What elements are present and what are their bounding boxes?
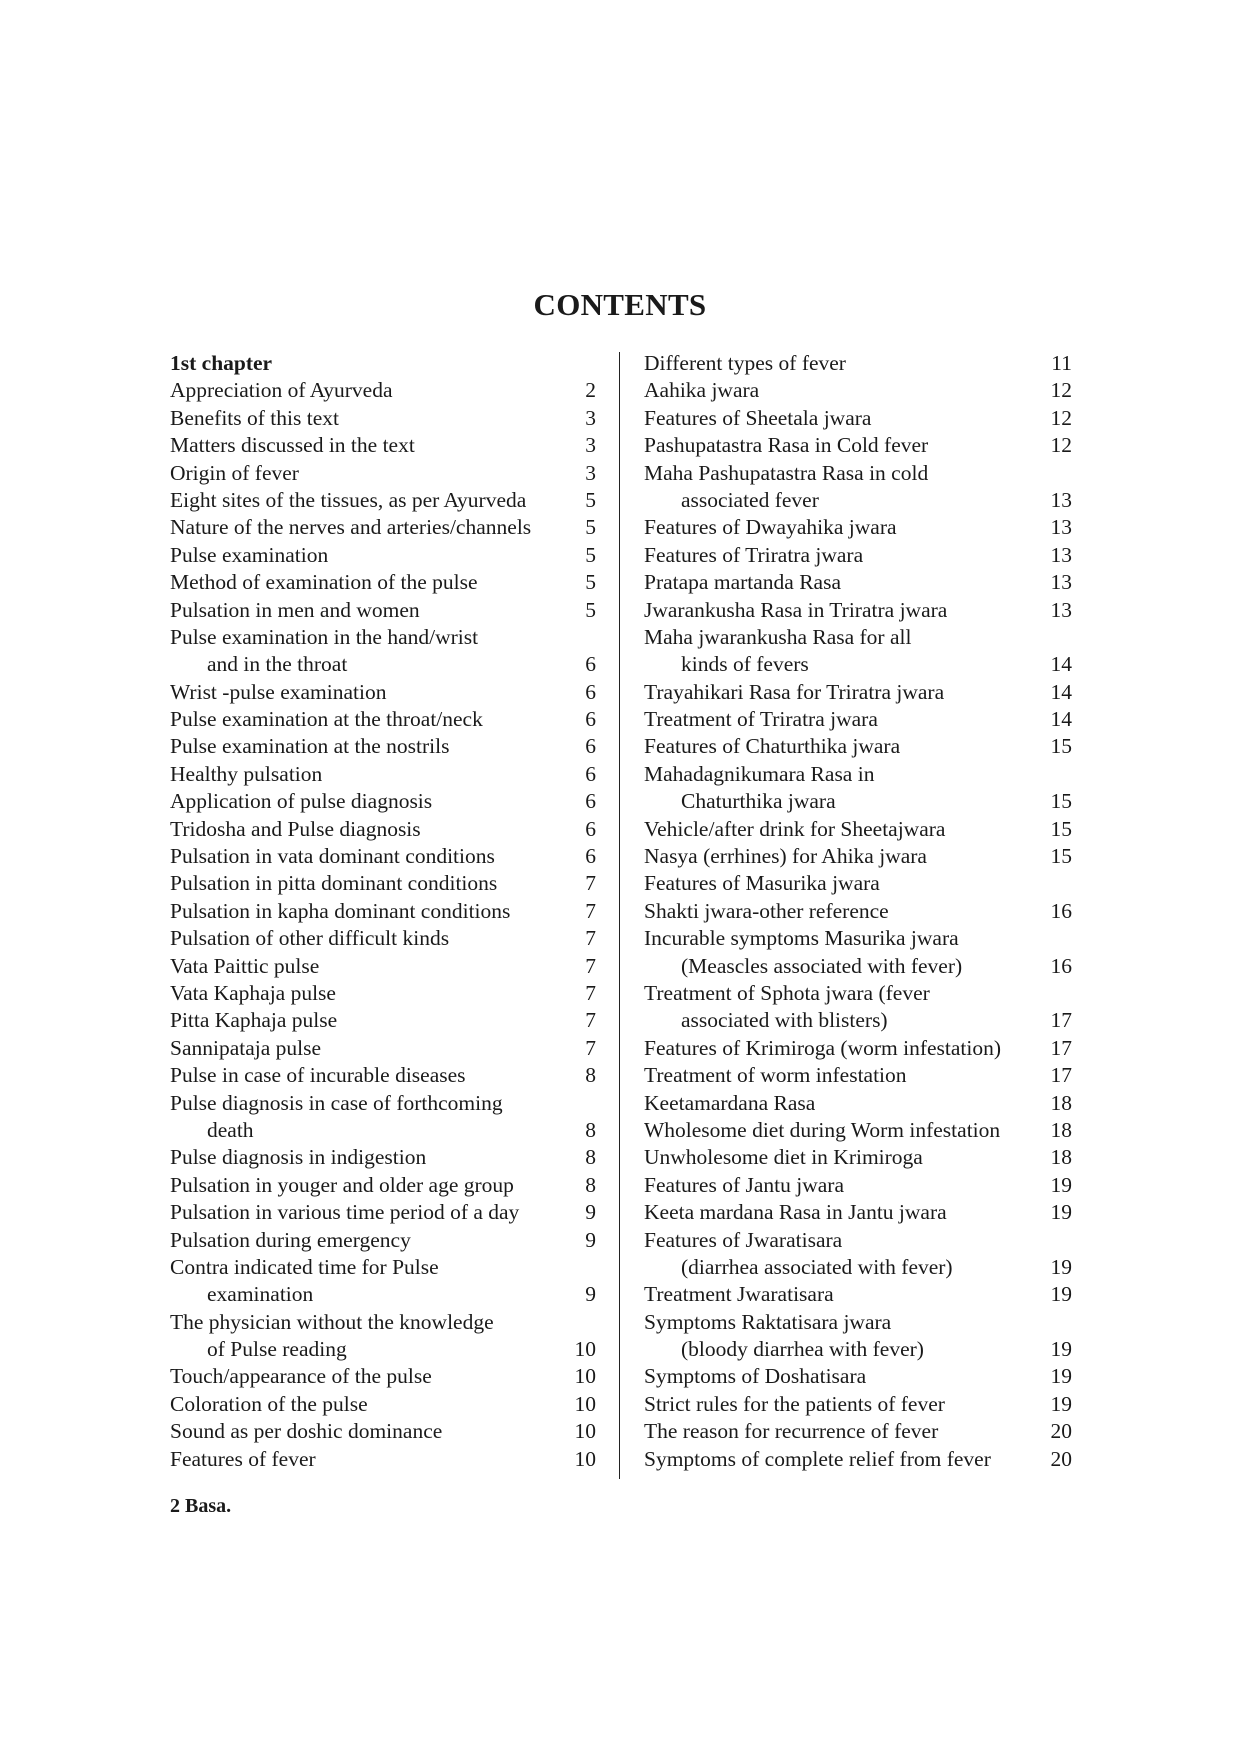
toc-entry-title: The reason for recurrence of fever (644, 1419, 939, 1444)
toc-entry-title: Pitta Kaphaja pulse (170, 1008, 338, 1033)
toc-right-column (644, 350, 1072, 1473)
toc-entry (644, 925, 1072, 952)
toc-entry (170, 761, 596, 788)
toc-entry-title: Pulsation in vata dominant conditions (170, 844, 495, 869)
toc-entry-title: Shakti jwara-other reference (644, 898, 889, 923)
toc-entry (170, 1418, 596, 1445)
toc-entry (644, 1281, 1072, 1308)
toc-entry-title: Eight sites of the tissues, as per Ayurveda (170, 487, 527, 512)
toc-entry (170, 460, 596, 487)
toc-entry-title: Maha jwarankusha Rasa for all (644, 624, 912, 649)
toc-entry (170, 1336, 596, 1363)
toc-entry (170, 1144, 596, 1171)
toc-entry (170, 1309, 596, 1336)
toc-entry (170, 1446, 596, 1473)
toc-entry (170, 542, 596, 569)
toc-entry (644, 1309, 1072, 1336)
toc-entry (644, 1391, 1072, 1418)
toc-entry-page: 7 (585, 926, 596, 951)
toc-entry-page: 13 (1050, 597, 1072, 622)
toc-entry (170, 624, 596, 651)
toc-entry-title: examination (207, 1282, 314, 1307)
toc-left-column (170, 350, 596, 1473)
toc-entry-page: 6 (585, 707, 596, 732)
toc-entry-page: 19 (1050, 1200, 1072, 1225)
toc-entry (644, 405, 1072, 432)
toc-entry (644, 1035, 1072, 1062)
toc-entry-page: 15 (1050, 734, 1072, 759)
toc-entry-title: Incurable symptoms Masurika jwara (644, 926, 959, 951)
toc-entry-title: Pulsation in kapha dominant conditions (170, 898, 511, 923)
toc-entry (170, 1172, 596, 1199)
toc-entry-title: Pulse diagnosis in case of forthcoming (170, 1090, 503, 1115)
toc-entry-title: Benefits of this text (170, 405, 339, 430)
toc-entry (644, 514, 1072, 541)
toc-entry-title: Features of Dwayahika jwara (644, 515, 897, 540)
toc-entry-title: Features of Chaturthika jwara (644, 734, 901, 759)
toc-entry-page: 17 (1050, 1063, 1072, 1088)
toc-entry-title: Origin of fever (170, 460, 299, 485)
toc-entry (644, 788, 1072, 815)
toc-entry-title: Sannipataja pulse (170, 1035, 322, 1060)
toc-entry-page: 5 (585, 570, 596, 595)
toc-entry-title: Trayahikari Rasa for Triratra jwara (644, 679, 945, 704)
toc-entry-page: 13 (1050, 515, 1072, 540)
toc-entry-title: Pulse in case of incurable diseases (170, 1063, 466, 1088)
toc-entry-page: 20 (1050, 1446, 1072, 1471)
toc-entry-title: of Pulse reading (207, 1337, 347, 1362)
toc-entry-page: 19 (1050, 1282, 1072, 1307)
toc-entry-page: 14 (1050, 707, 1072, 732)
toc-entry-page: 5 (585, 542, 596, 567)
toc-entry (644, 1172, 1072, 1199)
toc-entry-title: Pulsation of other difficult kinds (170, 926, 450, 951)
toc-entry (644, 843, 1072, 870)
toc-entry-page: 17 (1050, 1035, 1072, 1060)
toc-entry-title: Sound as per doshic dominance (170, 1419, 443, 1444)
toc-entry-title: associated fever (681, 487, 819, 512)
toc-entry-title: 1st chapter (170, 351, 273, 375)
toc-entry (644, 706, 1072, 733)
toc-entry-title: Pulse examination (170, 542, 329, 567)
toc-entry-page: 7 (585, 953, 596, 978)
toc-entry-page: 19 (1050, 1391, 1072, 1416)
toc-entry-page: 13 (1050, 570, 1072, 595)
toc-entry (644, 980, 1072, 1007)
toc-entry (170, 816, 596, 843)
toc-entry-title: Symptoms Raktatisara jwara (644, 1309, 892, 1334)
toc-entry-title: Pulsation in pitta dominant conditions (170, 871, 498, 896)
toc-entry (644, 679, 1072, 706)
toc-entry-title: and in the throat (207, 652, 348, 677)
toc-entry-page: 6 (585, 734, 596, 759)
toc-entry (644, 1254, 1072, 1281)
toc-entry-page: 14 (1050, 652, 1072, 677)
toc-entry-title: Unwholesome diet in Krimiroga (644, 1145, 923, 1170)
toc-entry (644, 377, 1072, 404)
toc-entry (644, 1007, 1072, 1034)
toc-entry-title: Wholesome diet during Worm infestation (644, 1117, 1001, 1142)
toc-entry-title: Pulse examination at the throat/neck (170, 707, 483, 732)
toc-entry (644, 487, 1072, 514)
toc-entry-title: Method of examination of the pulse (170, 570, 478, 595)
toc-entry (170, 733, 596, 760)
toc-entry (644, 1144, 1072, 1171)
toc-entry (170, 1035, 596, 1062)
toc-entry (644, 651, 1072, 678)
toc-entry-page: 10 (574, 1419, 596, 1444)
toc-entry-page: 15 (1050, 816, 1072, 841)
toc-chapter-heading (170, 350, 596, 377)
toc-entry-title: Chaturthika jwara (681, 789, 836, 814)
toc-entry-page: 8 (585, 1172, 596, 1197)
toc-entry-title: (diarrhea associated with fever) (681, 1254, 953, 1279)
toc-entry-page: 6 (585, 761, 596, 786)
toc-entry-title: Vehicle/after drink for Sheetajwara (644, 816, 946, 841)
toc-entry (644, 953, 1072, 980)
toc-entry (170, 1254, 596, 1281)
toc-entry (644, 761, 1072, 788)
toc-entry-title: Nasya (errhines) for Ahika jwara (644, 844, 927, 869)
toc-entry-page: 9 (585, 1200, 596, 1225)
toc-entry-title: Wrist -pulse examination (170, 679, 387, 704)
toc-entry-title: Keeta mardana Rasa in Jantu jwara (644, 1200, 947, 1225)
toc-entry (644, 460, 1072, 487)
toc-entry (170, 1281, 596, 1308)
toc-entry (170, 1117, 596, 1144)
toc-entry-page: 14 (1050, 679, 1072, 704)
toc-entry-page: 5 (585, 597, 596, 622)
toc-entry-page: 15 (1050, 789, 1072, 814)
footer-note: 2 Basa. (170, 1495, 232, 1517)
column-divider (619, 352, 620, 1479)
toc-entry-title: Mahadagnikumara Rasa in (644, 761, 875, 786)
toc-entry-page: 7 (585, 1035, 596, 1060)
toc-entry-title: Vata Kaphaja pulse (170, 980, 336, 1005)
toc-entry-title: Symptoms of Doshatisara (644, 1364, 867, 1389)
toc-entry-page: 19 (1050, 1337, 1072, 1362)
toc-entry-page: 18 (1050, 1117, 1072, 1142)
toc-entry (644, 1418, 1072, 1445)
toc-entry-page: 5 (585, 515, 596, 540)
toc-entry-title: Pulse examination in the hand/wrist (170, 624, 479, 649)
toc-entry-page: 8 (585, 1063, 596, 1088)
toc-entry (644, 1363, 1072, 1390)
toc-entry-page: 3 (585, 460, 596, 485)
toc-entry (170, 925, 596, 952)
toc-entry-title: Treatment of worm infestation (644, 1063, 907, 1088)
toc-entry (644, 624, 1072, 651)
toc-entry-title: Features of fever (170, 1446, 316, 1471)
toc-entry-title: The physician without the knowledge (170, 1309, 494, 1334)
toc-entry (170, 980, 596, 1007)
toc-entry-page: 13 (1050, 487, 1072, 512)
toc-entry-title: Features of Triratra jwara (644, 542, 864, 567)
toc-entry (170, 377, 596, 404)
toc-entry-title: Pratapa martanda Rasa (644, 570, 841, 595)
toc-entry-page: 3 (585, 405, 596, 430)
toc-entry-page: 19 (1050, 1172, 1072, 1197)
toc-entry (644, 569, 1072, 596)
toc-entry-title: Features of Masurika jwara (644, 871, 880, 896)
toc-entry-title: Application of pulse diagnosis (170, 789, 433, 814)
toc-entry (644, 350, 1072, 377)
toc-entry-title: Pulsation in youger and older age group (170, 1172, 514, 1197)
toc-entry (644, 898, 1072, 925)
toc-entry-title: Aahika jwara (644, 378, 760, 403)
toc-entry (170, 1199, 596, 1226)
toc-entry (170, 870, 596, 897)
toc-entry-title: Vata Paittic pulse (170, 953, 320, 978)
toc-entry (644, 542, 1072, 569)
toc-entry (170, 651, 596, 678)
toc-entry (170, 514, 596, 541)
toc-entry-title: Tridosha and Pulse diagnosis (170, 816, 421, 841)
toc-entry-title: Features of Jantu jwara (644, 1172, 844, 1197)
toc-entry (170, 1391, 596, 1418)
toc-entry-page: 7 (585, 1008, 596, 1033)
toc-entry-title: Treatment of Triratra jwara (644, 707, 878, 732)
toc-entry-title: Healthy pulsation (170, 761, 323, 786)
toc-entry-title: Keetamardana Rasa (644, 1090, 816, 1115)
toc-entry-title: Nature of the nerves and arteries/channels (170, 515, 532, 540)
toc-entry-page: 18 (1050, 1145, 1072, 1170)
toc-entry-page: 19 (1050, 1254, 1072, 1279)
toc-entry (644, 870, 1072, 897)
toc-entry (170, 405, 596, 432)
toc-entry (644, 597, 1072, 624)
toc-entry (170, 1227, 596, 1254)
toc-entry-page: 18 (1050, 1090, 1072, 1115)
toc-entry-title: Features of Krimiroga (worm infestation) (644, 1035, 1002, 1060)
toc-entry (644, 733, 1072, 760)
toc-entry (170, 1363, 596, 1390)
toc-entry-title: Treatment of Sphota jwara (fever (644, 980, 930, 1005)
toc-entry-page: 7 (585, 980, 596, 1005)
toc-entry (170, 1062, 596, 1089)
toc-entry-title: Pulsation during emergency (170, 1227, 411, 1252)
toc-entry-page: 12 (1050, 433, 1072, 458)
toc-entry-page: 6 (585, 789, 596, 814)
toc-entry-title: Contra indicated time for Pulse (170, 1254, 439, 1279)
toc-entry-page: 9 (585, 1282, 596, 1307)
toc-entry-title: Pulse diagnosis in indigestion (170, 1145, 427, 1170)
toc-entry (170, 1007, 596, 1034)
toc-entry-page: 19 (1050, 1364, 1072, 1389)
toc-entry-title: Features of Sheetala jwara (644, 405, 872, 430)
toc-entry-title: Pulsation in men and women (170, 597, 420, 622)
toc-entry (644, 432, 1072, 459)
toc-entry (170, 569, 596, 596)
toc-entry (644, 1336, 1072, 1363)
toc-entry-title: Pulsation in various time period of a day (170, 1200, 520, 1225)
toc-entry-page: 6 (585, 816, 596, 841)
toc-entry (170, 597, 596, 624)
toc-entry-title: (Meascles associated with fever) (681, 953, 963, 978)
toc-entry-page: 10 (574, 1364, 596, 1389)
toc-entry (170, 788, 596, 815)
toc-entry-page: 16 (1050, 953, 1072, 978)
toc-entry (644, 816, 1072, 843)
toc-entry-page: 5 (585, 487, 596, 512)
toc-entry (170, 487, 596, 514)
toc-entry (170, 898, 596, 925)
toc-entry-page: 13 (1050, 542, 1072, 567)
page-title: CONTENTS (533, 287, 707, 322)
toc-entry-page: 7 (585, 871, 596, 896)
toc-entry-page: 7 (585, 898, 596, 923)
toc-entry-page: 6 (585, 679, 596, 704)
toc-entry-page: 8 (585, 1145, 596, 1170)
toc-entry-title: Different types of fever (644, 351, 846, 375)
toc-entry-title: Features of Jwaratisara (644, 1227, 843, 1252)
toc-entry-page: 17 (1050, 1008, 1072, 1033)
toc-entry-page: 6 (585, 652, 596, 677)
toc-entry (170, 843, 596, 870)
toc-entry-title: Treatment Jwaratisara (644, 1282, 834, 1307)
toc-entry (644, 1199, 1072, 1226)
toc-entry (644, 1062, 1072, 1089)
toc-entry-page: 2 (585, 378, 596, 403)
toc-entry-page: 12 (1050, 405, 1072, 430)
toc-entry (644, 1227, 1072, 1254)
toc-entry-page: 3 (585, 433, 596, 458)
toc-entry-page: 10 (574, 1337, 596, 1362)
toc-entry-title: Jwarankusha Rasa in Triratra jwara (644, 597, 948, 622)
toc-entry-page: 11 (1051, 351, 1072, 375)
toc-entry (170, 432, 596, 459)
toc-entry-title: Matters discussed in the text (170, 433, 415, 458)
toc-entry-page: 16 (1050, 898, 1072, 923)
toc-entry-page: 10 (574, 1446, 596, 1471)
toc-entry-title: Symptoms of complete relief from fever (644, 1446, 991, 1471)
toc-entry-title: Appreciation of Ayurveda (170, 378, 393, 403)
toc-entry-title: kinds of fevers (681, 652, 809, 677)
toc-entry-page: 12 (1050, 378, 1072, 403)
toc-entry-title: Coloration of the pulse (170, 1391, 368, 1416)
toc-entry-title: Maha Pashupatastra Rasa in cold (644, 460, 929, 485)
toc-entry-title: (bloody diarrhea with fever) (681, 1337, 924, 1362)
toc-entry-title: death (207, 1117, 254, 1142)
toc-entry (644, 1117, 1072, 1144)
toc-entry-title: Pashupatastra Rasa in Cold fever (644, 433, 929, 458)
toc-entry-page: 20 (1050, 1419, 1072, 1444)
toc-entry (170, 1090, 596, 1117)
toc-entry-title: Strict rules for the patients of fever (644, 1391, 945, 1416)
toc-entry-page: 10 (574, 1391, 596, 1416)
toc-entry (644, 1446, 1072, 1473)
toc-entry-page: 6 (585, 844, 596, 869)
toc-entry-page: 9 (585, 1227, 596, 1252)
toc-entry-title: associated with blisters) (681, 1008, 888, 1033)
toc-entry-title: Pulse examination at the nostrils (170, 734, 450, 759)
toc-entry (644, 1090, 1072, 1117)
toc-entry (170, 706, 596, 733)
toc-entry-page: 15 (1050, 844, 1072, 869)
toc-entry-page: 8 (585, 1117, 596, 1142)
toc-entry-title: Touch/appearance of the pulse (170, 1364, 432, 1389)
toc-entry (170, 679, 596, 706)
toc-entry (170, 953, 596, 980)
